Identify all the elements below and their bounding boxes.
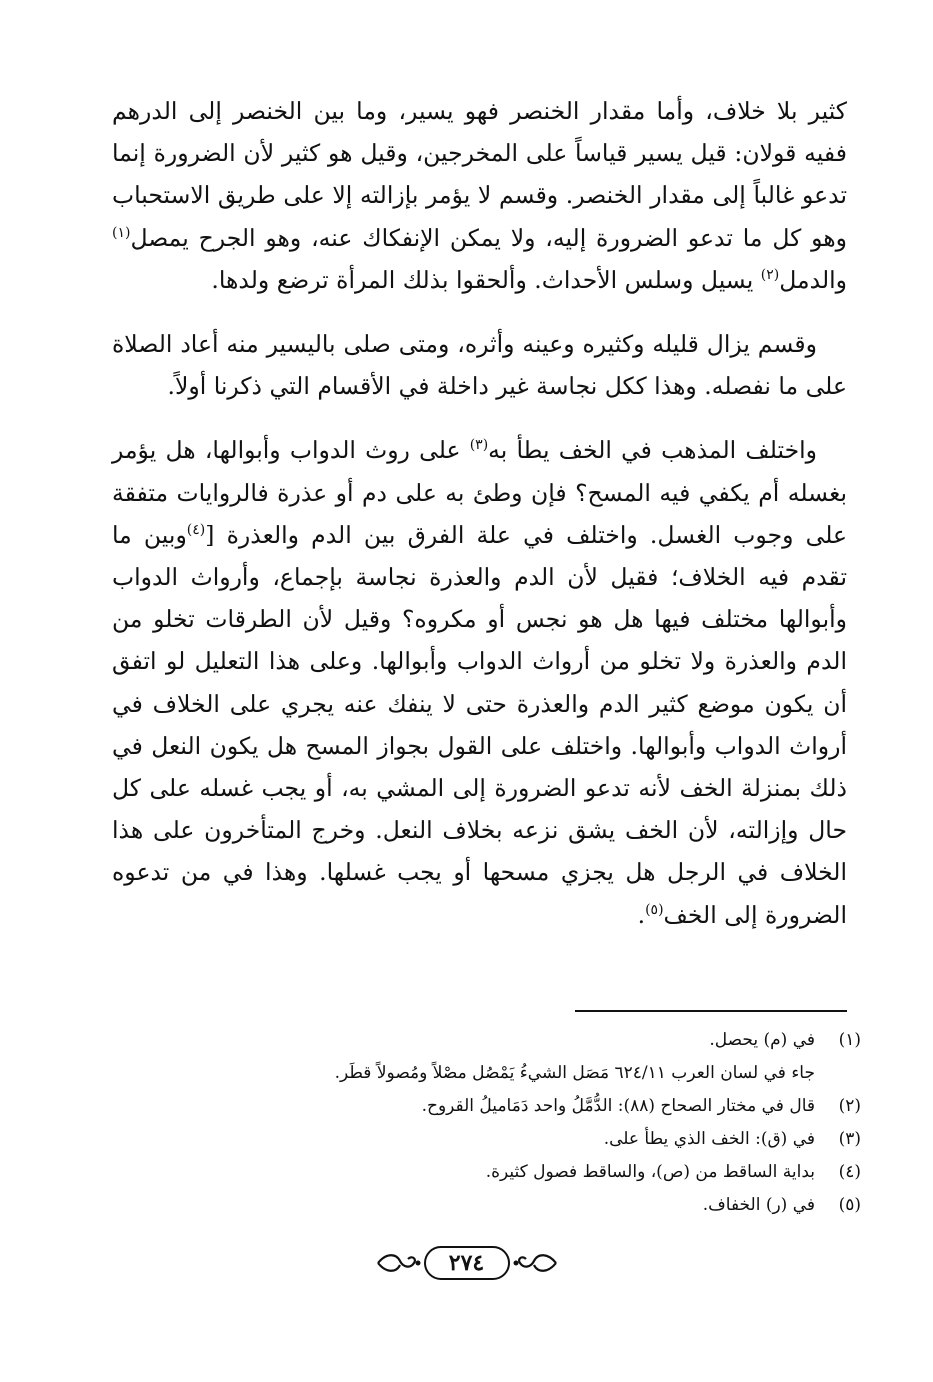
footnote-text: في (ق): الخف الذي يطأ على. <box>603 1129 815 1149</box>
page-number-ornament <box>0 1246 933 1280</box>
footnote <box>150 1189 861 1222</box>
footnote-number: (٤) <box>838 1162 861 1182</box>
text-run: وبين ما تقدم فيه الخلاف؛ فقيل لأن الدم والعذرة نجاسة بإجماع، وأرواث الدواب وأبوالها مختلف فيها هل هو نجس أو مكروه؟ وقيل لأن الطرقات تخلو من الدم والعذرة ولا تخلو من أرواث الدواب وأبوالها. وعلى هذا التعليل لو اتفق أن يكون موضع كثير الدم والعذرة حتى لا ينفك عنه يجري على الخلاف في أرواث الدواب وأبوالها. واختلف على القول بجواز المسح هل يكون النعل في ذلك بمنزلة الخف لأنه تدعو الضرورة إلى المشي به، أو يجب غسله على كل حال وإزالته، لأن الخف يشق نزعه بخلاف النعل. وخرج المتأخرون على هذا الخلاف في الرجل هل يجزي مسحها أو يجب غسلها. وهذا في من تدعوه الضرورة إلى الخف <box>112 520 847 929</box>
footnote-text: في (م) يحصل. <box>709 1030 815 1050</box>
footnote-marker[interactable]: (٤) <box>186 522 206 538</box>
footnote-text: قال في مختار الصحاح (٨٨): الدُّمَّلُ واحد دَمَاميلُ القروح. <box>421 1096 815 1116</box>
text-run: يسيل وسلس الأحداث. وألحقوا بذلك المرأة ترضع ولدها. <box>211 265 761 294</box>
footnote-separator <box>575 1010 847 1012</box>
paragraph <box>112 429 847 935</box>
footnote-marker[interactable]: (٢) <box>760 266 780 283</box>
footnote-number: (٣) <box>838 1129 861 1149</box>
footnote-marker[interactable]: (٣) <box>469 437 489 454</box>
page-number: ٢٧٤ <box>424 1246 510 1280</box>
footnote-marker[interactable]: (٥) <box>645 901 664 918</box>
footnote <box>150 1123 861 1156</box>
paragraph <box>112 323 847 407</box>
main-text <box>112 90 847 958</box>
text-run: . <box>637 900 646 929</box>
text-run: كثير بلا خلاف، وأما مقدار الخنصر فهو يسير، وما بين الخنصر إلى الدرهم ففيه قولان: قيل يسير قياساً على المخرجين، وقيل هو كثير لأن الضرورة إنما تدعو غالباً إلى مقدار الخنصر. وقسم لا يؤمر بإزالته إلا على طريق الاستحباب وهو كل ما تدعو الضرورة إليه، ولا يمكن الإنفكاك عنه، وهو الجرح يمصل <box>112 97 847 252</box>
paragraph <box>112 90 847 301</box>
footnote <box>150 1024 861 1057</box>
footnote-number: (٥) <box>838 1195 861 1215</box>
footnotes <box>150 1024 861 1222</box>
text-run: واختلف المذهب في الخف يطأ به <box>488 436 817 465</box>
footnote-marker[interactable]: (١) <box>112 224 131 241</box>
text-run: والدمل <box>779 265 847 294</box>
text-run: على روث الدواب وأبوالها، هل يؤمر بغسله أم يكفي فيه المسح؟ فإن وطئ به على دم أو عذرة فالروايات متفقة على وجوب الغسل. واختلف في علة الفرق بين الدم والعذرة [ <box>112 436 847 549</box>
footnote-number: (١) <box>838 1030 861 1050</box>
footnote <box>150 1156 861 1189</box>
footnote-text: بداية الساقط من (ص)، والساقط فصول كثيرة. <box>485 1162 815 1182</box>
footnote-number: (٢) <box>838 1096 861 1116</box>
footnote <box>150 1090 861 1123</box>
flourish-left-icon <box>512 1251 558 1275</box>
flourish-right-icon <box>376 1251 422 1275</box>
text-run: وقسم يزال قليله وكثيره وعينه وأثره، ومتى صلى باليسير منه أعاد الصلاة على ما نفصله. وهذا ككل نجاسة غير داخلة في الأقسام التي ذكرنا أولاً. <box>112 330 847 401</box>
footnote <box>150 1057 861 1090</box>
footnote-text: جاء في لسان العرب ٦٢٤/١١ مَصَل الشيءُ يَمْصُل مصْلاً ومُصولاً قطَر. <box>334 1063 815 1083</box>
footnote-text: في (ر) الخفاف. <box>702 1195 815 1215</box>
